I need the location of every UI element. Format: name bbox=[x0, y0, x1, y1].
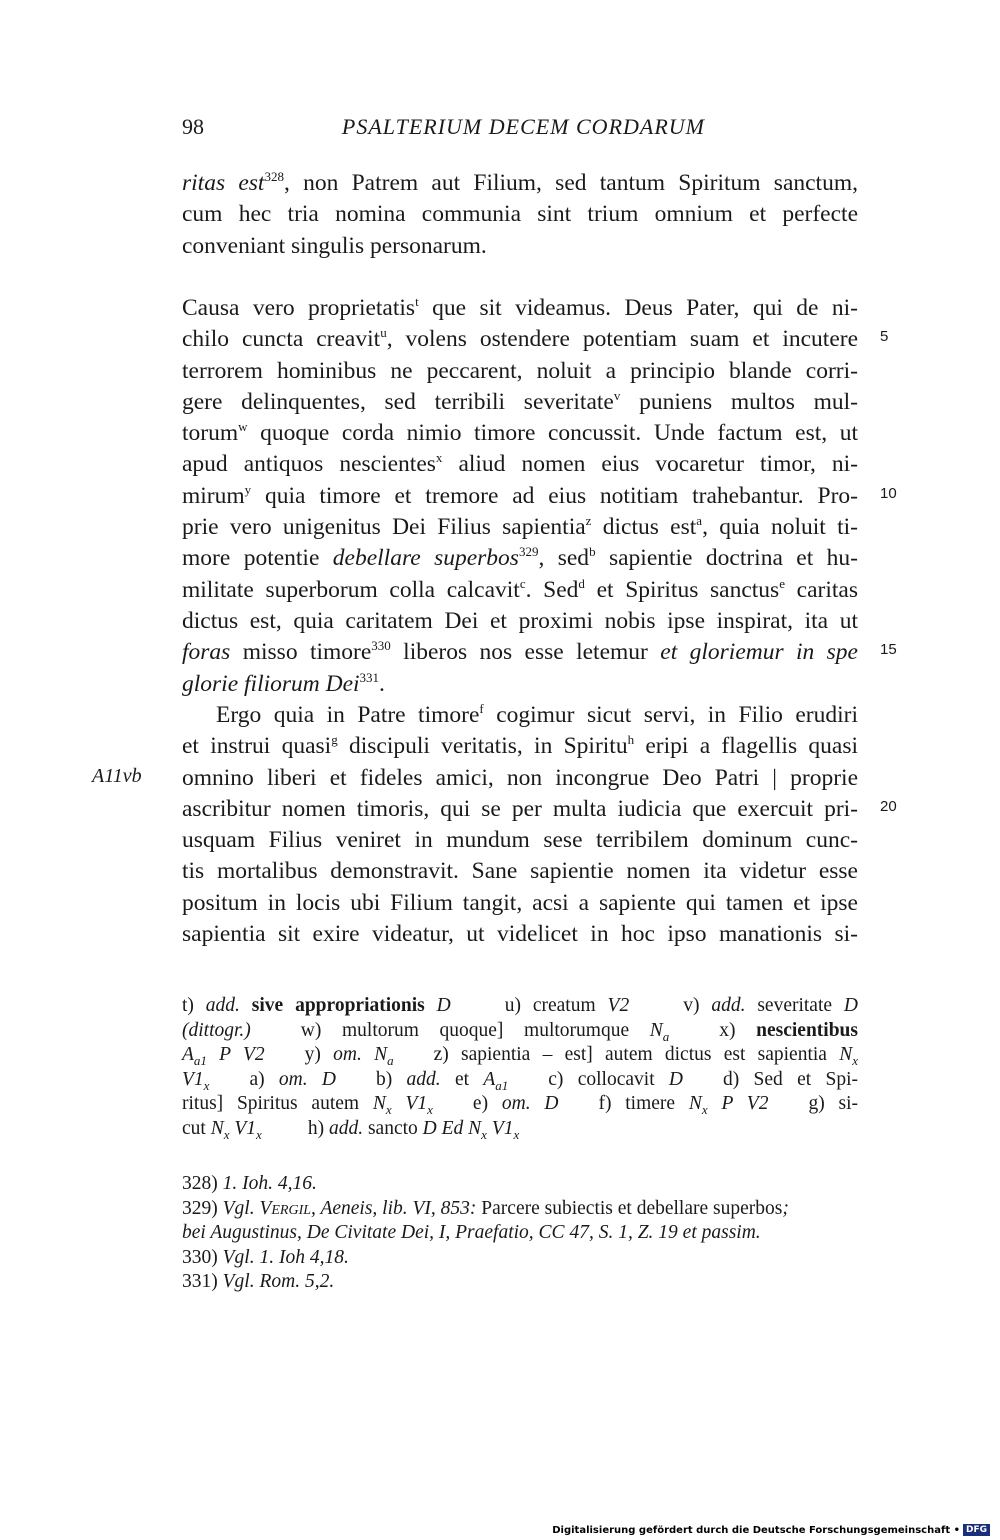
text-line: apud antiquos nescientes$^x$ aliud nomen eius vocaretur timor, ni- bbox=[182, 450, 858, 478]
text-line: gere delinquentes, sed terribili severitate$^v$ puniens multos mul- bbox=[182, 388, 858, 415]
footnote-330: 330) Vgl. 1. Ioh 4,18. bbox=[182, 1246, 349, 1268]
line-number: 5 bbox=[880, 328, 889, 345]
digitization-credit bbox=[552, 1524, 990, 1536]
footnote-328: 328) 1. Ioh. 4,16. bbox=[182, 1173, 317, 1194]
text-line: positum in locis ubi Filium tangit, acsi a sapiente qui tamen et ipse bbox=[182, 889, 858, 916]
text-line: omnino liberi et fideles amici, non incongrue Deo Patri | proprie bbox=[182, 764, 858, 791]
text-line: glorie filiorum Dei$^{331}$. bbox=[182, 669, 385, 697]
paragraph-2 bbox=[182, 293, 858, 700]
apparatus-line: ritus] Spiritus autem $N_x$ $V1_x$ e) om. D f) timere $N_x$ P V2 g) si- bbox=[182, 1093, 859, 1118]
text-line: conveniant singulis personarum. bbox=[182, 232, 487, 259]
text-line: ritas est$^{328}$, non Patrem aut Filium, sed tantum Spiritum sanctum, bbox=[182, 169, 858, 196]
text-line: foras misso timore$^{330}$ liberos nos esse letemur et gloriemur in spe bbox=[182, 638, 858, 666]
apparatus-line: cut $N_x$ $V1_x$ h) add. sancto D Ed $N_x$ $V1_x$ bbox=[182, 1117, 520, 1142]
apparatus-line: $A_{a1}$ P V2 y) om. $N_a$ z) sapientia – est] autem dictus est sapientia $N_x$ bbox=[182, 1044, 858, 1069]
text-line: dictus est, quia caritatem Dei et proximi nobis ipse inspirat, ita ut bbox=[182, 607, 858, 634]
text-line: Causa vero proprietatis$^t$ que sit videamus. Deus Pater, qui de ni- bbox=[182, 294, 858, 321]
text-line: chilo cuncta creavit$^u$, volens ostendere potentiam suam et incutere bbox=[182, 325, 858, 353]
page-number: 98 bbox=[182, 114, 204, 139]
text-line: sapientia sit exire videatur, ut videlicet in hoc ipso manationis si- bbox=[182, 921, 858, 948]
footnote-329: 329) Vgl. Vergil, Aeneis, lib. VI, 853: Parcere subiectis et debellare superbos; bbox=[182, 1197, 789, 1219]
paragraph-1 bbox=[182, 168, 858, 262]
text-line: tis mortalibus demonstravit. Sane sapientie nomen ita videtur esse bbox=[182, 858, 858, 885]
footnote-329-continued: bei Augustinus, De Civitate Dei, I, Praefatio, CC 47, S. 1, Z. 19 et passim. bbox=[182, 1222, 761, 1244]
text-line: usquam Filius veniret in mundum sese terribilem dominum cunc- bbox=[182, 827, 858, 854]
line-number: 20 bbox=[880, 798, 897, 815]
line-number: 15 bbox=[880, 641, 897, 658]
text-line: mirum$^y$ quia timore et tremore ad eius notitiam trahebantur. Pro- bbox=[182, 481, 858, 509]
dfg-logo: DFG bbox=[963, 1524, 990, 1536]
apparatus-line: t) add. sive appropriationis D u) creatum V2 v) add. severitate D bbox=[182, 995, 858, 1016]
footnote-331: 331) Vgl. Rom. 5,2. bbox=[182, 1271, 335, 1293]
folio-margin-note: A11vb bbox=[92, 765, 142, 787]
text-line: ascribitur nomen timoris, qui se per multa iudicia que exercuit pri- bbox=[182, 795, 858, 822]
text-line: militate superborum colla calcavit$^c$. Sed$^d$ et Spiritus sanctus$^e$ caritas bbox=[182, 575, 858, 603]
text-line: more potentie debellare superbos$^{329}$, sed$^b$ sapientie doctrina et hu- bbox=[182, 544, 858, 572]
text-line: et instrui quasi$^g$ discipuli veritatis, in Spiritu$^h$ eripi a flagellis quasi bbox=[182, 732, 858, 760]
text-line: prie vero unigenitus Dei Filius sapientia$^z$ dictus est$^a$, quia noluit ti- bbox=[182, 513, 858, 541]
running-title: PSALTERIUM DECEM CORDARUM bbox=[341, 114, 705, 139]
critical-apparatus bbox=[182, 994, 858, 1142]
apparatus-line: $V1_x$ a) om. D b) add. et $A_{a1}$ c) collocavit D d) Sed et Spi- bbox=[182, 1068, 858, 1093]
text-line: Ergo quia in Patre timore$^f$ cogimur sicut servi, in Filio erudiri bbox=[216, 701, 858, 728]
text-line: torum$^w$ quoque corda nimio timore concussit. Unde factum est, ut bbox=[182, 419, 858, 447]
text-line: terrorem hominibus ne peccarent, noluit a principio blande corri- bbox=[182, 357, 858, 384]
paragraph-3 bbox=[182, 700, 858, 950]
line-number: 10 bbox=[880, 485, 897, 502]
credit-text: Digitalisierung gefördert durch die Deutsche Forschungsgemeinschaft • bbox=[552, 1524, 960, 1536]
apparatus-line: (dittogr.) w) multorum quoque] multorumque $N_a$ x) nescientibus bbox=[182, 1019, 858, 1044]
text-line: cum hec tria nomina communia sint trium omnium et perfecte bbox=[182, 201, 858, 228]
footnotes bbox=[182, 1172, 858, 1295]
